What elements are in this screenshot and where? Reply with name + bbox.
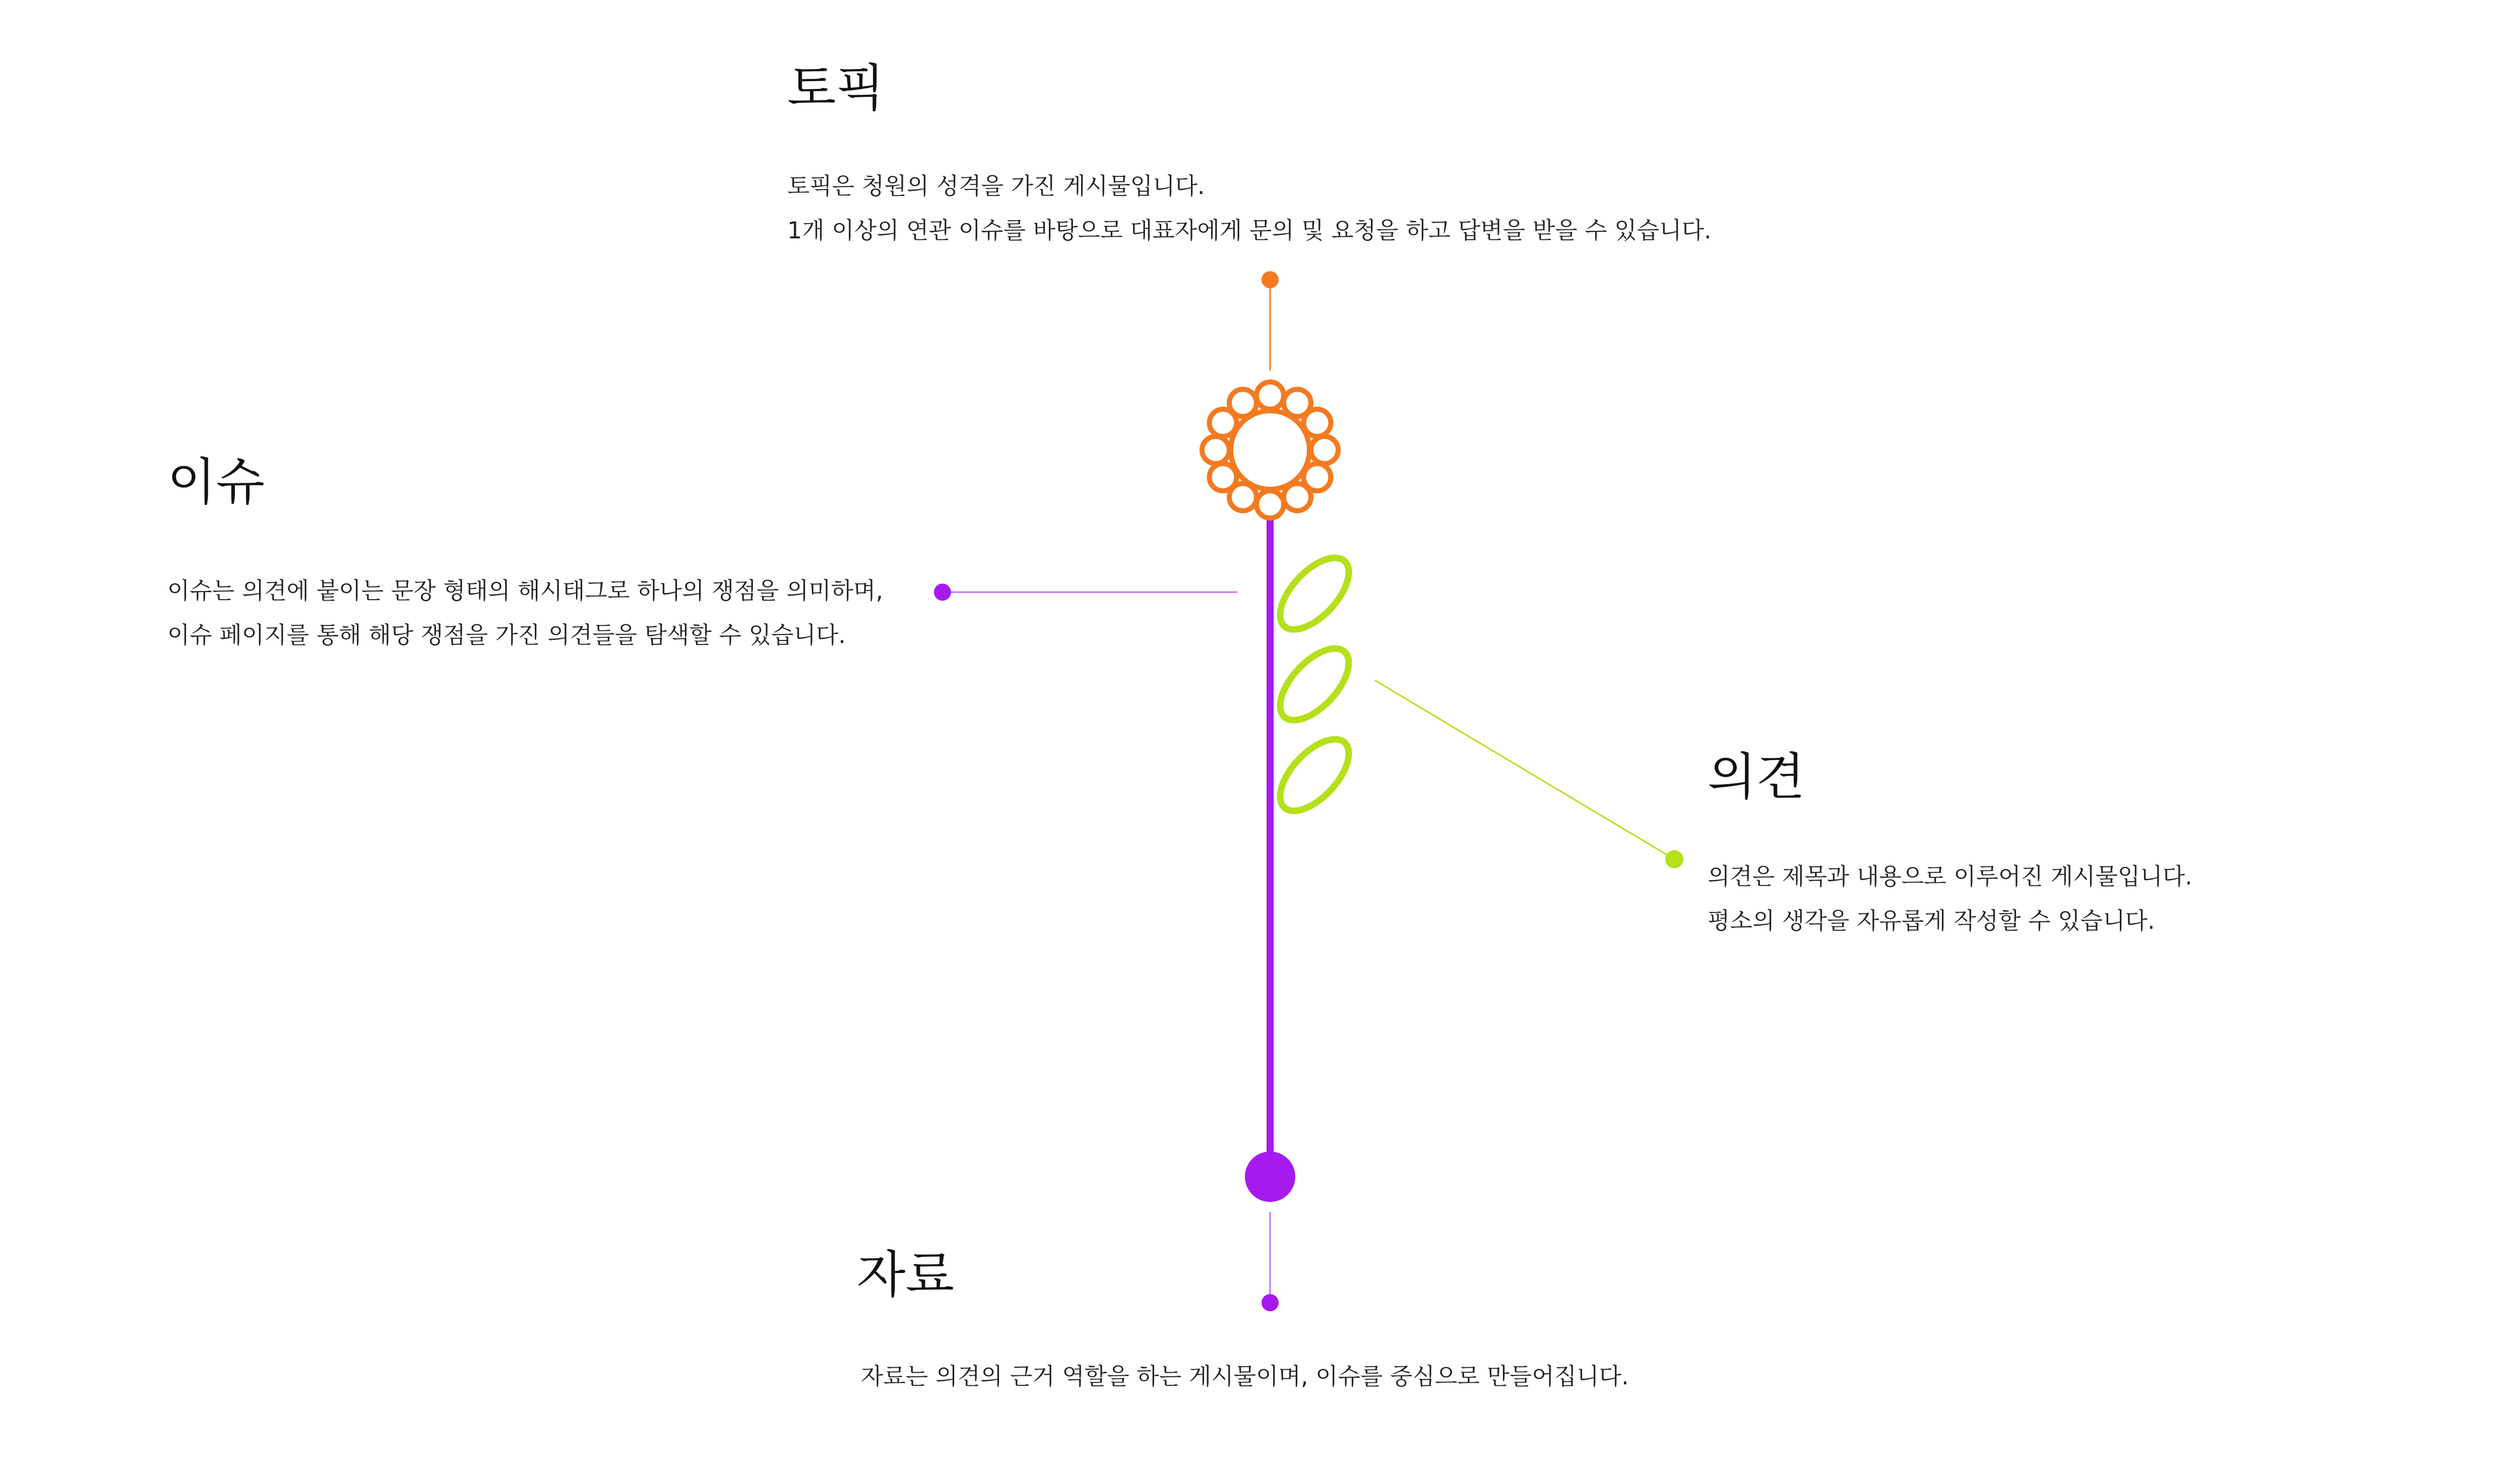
flower-center — [1231, 411, 1309, 489]
flower-icon — [1202, 382, 1338, 518]
issue-description — [167, 568, 883, 657]
opinion-description — [1708, 854, 2192, 943]
opinion-description-line: 평소의 생각을 자유롭게 작성할 수 있습니다. — [1708, 907, 2155, 934]
opinion-title: 의견 — [1708, 747, 1805, 806]
topic-description — [787, 164, 1712, 252]
issue-description-line: 이슈 페이지를 통해 해당 쟁점을 가진 의견들을 탐색할 수 있습니다. — [167, 621, 846, 649]
topic-connector-dot — [1262, 271, 1279, 288]
issue-title: 이슈 — [167, 453, 265, 512]
flower-petal — [1202, 436, 1229, 464]
issue-description-line: 이슈는 의견에 붙이는 문장 형태의 해시태그로 하나의 쟁점을 의미하며, — [167, 577, 884, 604]
issue-connector-dot — [934, 584, 951, 601]
topic-description-line: 토픽은 청원의 성격을 가진 게시물입니다. — [787, 172, 1205, 200]
flower-petal — [1311, 436, 1338, 464]
leaf-icon — [1268, 546, 1361, 642]
opinion-connector-dot — [1665, 850, 1683, 868]
topic-description-line: 1개 이상의 연관 이슈를 바탕으로 대표자에게 문의 및 요청을 하고 답변을 받을 수 있습니다. — [787, 217, 1712, 244]
material-block — [857, 1247, 1629, 1398]
topic-block — [787, 60, 1712, 252]
opinion-block — [1708, 749, 2192, 943]
material-description — [861, 1354, 1629, 1398]
leaf-icon — [1268, 637, 1361, 732]
opinion-connector-line — [1375, 680, 1674, 859]
root-bulb — [1245, 1152, 1295, 1202]
flower-petal — [1256, 382, 1284, 409]
opinion-description-line: 의견은 제목과 내용으로 이루어진 게시물입니다. — [1708, 863, 2192, 890]
leaf-icon — [1268, 728, 1361, 823]
material-description-line: 자료는 의견의 근거 역할을 하는 게시물이며, 이슈를 중심으로 만들어집니다. — [861, 1363, 1629, 1390]
material-title: 자료 — [857, 1245, 955, 1304]
leaf-group — [1268, 546, 1361, 823]
topic-title: 토픽 — [787, 58, 885, 117]
flower-petal — [1256, 491, 1284, 518]
issue-block — [167, 455, 883, 657]
